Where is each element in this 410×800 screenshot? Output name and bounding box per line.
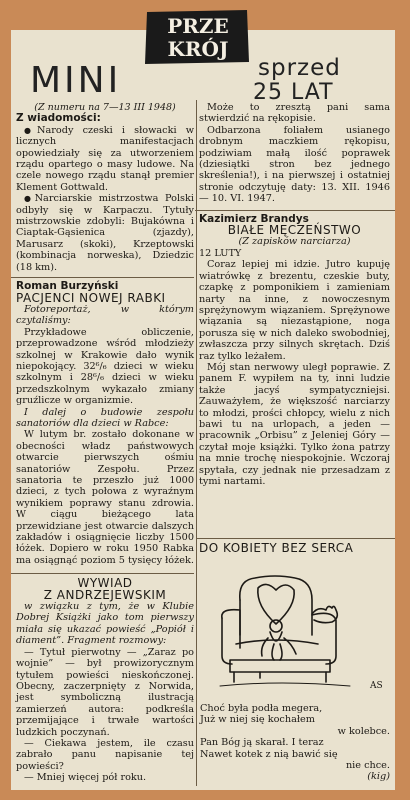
entry-date: 12 LUTY [199, 247, 242, 259]
article-paragraph: I dalej o budowie zespołu sanatoriów dla dzieci w Rabce: [16, 406, 194, 429]
logo-line1: PRZE [167, 14, 229, 38]
article-paragraph: Odbarzona foliałem usianego drobnym maczkiem rękopisu, podziwiam małą ilość poprawek (dziesiątki stron bez jednego skreślenia!), i na pierwszej i ostatniej stronie odczytuję daty: 13. XII. 1946 — 10. VI. 1947. [199, 124, 390, 205]
caption-line: Już w niej się kochałem [200, 714, 315, 726]
article-title: PACJENCI NOWEJ RABKI [16, 290, 166, 305]
issue-note: (Z numeru na 7—13 III 1948) [34, 102, 176, 113]
caption-line: Nawet kotek z nią bawić się [200, 748, 338, 760]
logo-line2: KRÓJ [167, 37, 229, 61]
cartoon-illustration [200, 560, 390, 700]
left-column [16, 102, 194, 784]
caption-line: Pan Bóg ją skarał. I teraz [200, 737, 324, 749]
article-paragraph: Coraz lepiej mi idzie. Jutro kupuję wiatrówkę z brezentu, czeskie buty, czapkę z pomponikiem i zamieniam narty na inne, z nowoczesnym sprężynowym wiązaniem. Sprężynowe wiązania są niezastąpione, noga porusza się w nich daleko swobodniej, zwłaszcza przy silnych skrętach. Dziś raz tylko leżałem. [199, 259, 390, 362]
interview-title: Z ANDRZEJEWSKIM [43, 587, 167, 602]
caption-credit: (kig) [367, 771, 390, 783]
article-paragraph: Przykładowe obliczenie, przeprowadzone wśród młodzieży szkolnej w Krakowie dało wynik niepokojący. 32⁶/₆ dzieci w wieku szkolnym i 28⁶/₆ dzieci w wieku przedszkolnym wykazało zmiany gruźlicze w organizmie. [16, 326, 194, 407]
right-column [199, 102, 390, 487]
article-intro: Fotoreportaż, w którym czytaliśmy: [16, 303, 194, 327]
cartoon-signature: AS [370, 681, 383, 691]
article-paragraph: — Tytuł pierwotny — „Zaraz po wojnie” — był prowizorycznym tytułem powieści nieskończonej. Obecny, zaczerpnięty z Norwida, jest symboliczną ilustracją zamierzeń autora: podkreśla przemijające i trwałe wartości ludzkich poczynań. [16, 646, 194, 738]
article-paragraph: — Ciekawa jestem, ile czasu zabrało panu napisanie tej powieści? [16, 737, 194, 772]
article-intro: w związku z tym, że w Klubie Dobrej Książki jako tom pierwszy miała się ukazać powieść „Popiół i diament”. Fragment rozmowy: [16, 601, 194, 647]
section-divider [11, 573, 194, 574]
article-paragraph: Może to zresztą pani sama stwierdzić na rękopisie. [199, 102, 390, 125]
cartoon-title: DO KOBIETY BEZ SERCA [199, 541, 354, 555]
article-author: Kazimierz Brandys [199, 212, 309, 225]
article-paragraph: W lutym br. zostało dokonane w obecności władz państwowych otwarcie pierwszych ośmiu sanatoriów Zespołu. Przez sanatoria te przeszło już 1000 dzieci, z tych połowa z wyraźnym wynikiem poprawy stanu zdrowia. W ciągu bieżącego lata przewidziane jest otwarcie dalszych zakładów i osiągnięcie liczby 1500 łóżek. Dopiero w roku 1950 Rabka ma osiągnąć poziom 5 tysięcy łóżek. [16, 429, 194, 566]
article-title: BIAŁE MĘCZEŃSTWO [227, 223, 362, 238]
news-item: ● Narody czeski i słowacki w licznych manifestacjach opowiedziały się za utworzeniem rządu opartego o masy ludowe. Na czele nowego rządu stanął premier Klement Gottwald. [16, 125, 194, 193]
sprzed-heading: sprzed [258, 55, 341, 81]
mini-heading: MINI [30, 60, 122, 101]
news-item: ● Narciarskie mistrzostwa Polski odbyły się w Karpaczu. Tytuły mistrzowskie zdobyli: Bujakówna i Ciaptak-Gąsienica (zjazdy), Marusarz (skoki), Krzeptowski (kombinacja norweska), Dziedzic (18 km). [16, 193, 194, 273]
cartoon-caption [200, 703, 390, 783]
caption-line: Choć była podła megera, [200, 703, 323, 714]
news-heading: Z wiadomości: [16, 112, 101, 125]
interview-title: WYWIAD [77, 576, 133, 591]
lat-heading: 25 LAT [253, 80, 334, 105]
section-divider [195, 210, 395, 211]
section-divider [196, 538, 395, 539]
section-divider [11, 277, 194, 278]
article-paragraph: Mój stan nerwowy uległ poprawie. Z panem F. wypiłem na ty, inni ludzie także jacyś sympatyczniejsi. Zauważyłem, że większość narciarzy to młodzi, prości chłopcy, wielu z nich bawi tu na urlopach, a jeden — pracownik „Orbisu” z Jeleniej Góry — czytał moje książki. Tylko żona patrzy na mnie trochę niespokojnie. Wczoraj spytała, czy jednak nie przesadzam z tymi nartami. [199, 361, 390, 487]
przekroj-logo [143, 8, 253, 66]
caption-line: w kolebce. [337, 725, 390, 737]
column-divider [196, 100, 197, 786]
article-paragraph: — Mniej więcej pół roku. [24, 772, 147, 784]
caption-line: nie chce. [345, 760, 390, 772]
article-subtitle: (Z zapisków narciarza) [238, 236, 351, 248]
article-author: Roman Burzyński [16, 280, 119, 293]
